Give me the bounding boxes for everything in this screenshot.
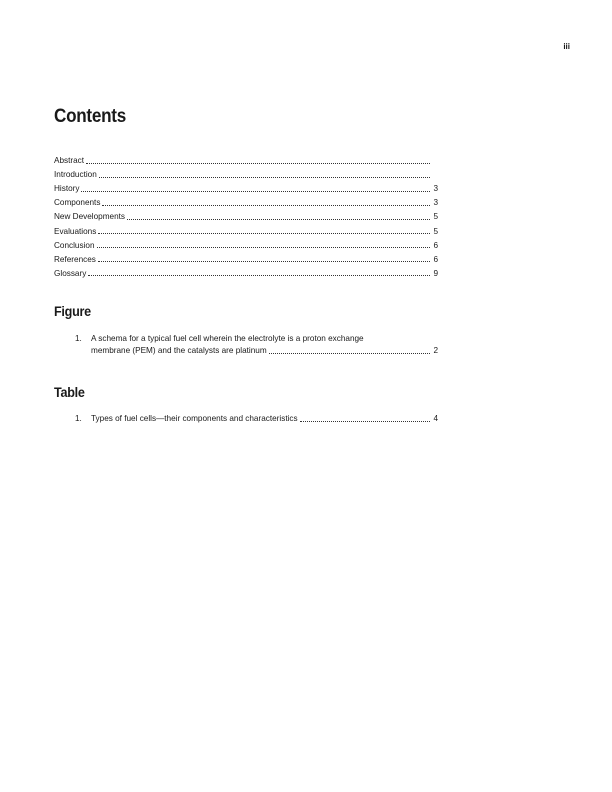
figure-heading: Figure	[54, 303, 91, 319]
toc-entry-title: New Developments	[54, 212, 125, 222]
dot-leader	[127, 219, 430, 220]
dot-leader	[98, 261, 430, 262]
table-entry-title: Types of fuel cells—their components and characteristics	[91, 414, 298, 423]
toc-entry-history[interactable]	[54, 180, 438, 194]
figure-entry-number: 1.	[75, 334, 82, 343]
toc-entry-new-developments[interactable]	[54, 208, 438, 222]
table-entry-page: 4	[433, 414, 438, 423]
dot-leader	[99, 177, 430, 178]
toc-entry-title: Glossary	[54, 268, 87, 278]
toc-entry-title: Evaluations	[54, 226, 97, 236]
toc-entry-glossary[interactable]	[54, 265, 438, 279]
contents-list	[54, 152, 438, 279]
dot-leader	[98, 233, 430, 234]
dot-leader	[269, 353, 430, 354]
dot-leader	[81, 191, 430, 192]
dot-leader	[88, 275, 430, 276]
dot-leader	[86, 163, 430, 164]
toc-entry-components[interactable]	[54, 194, 438, 208]
toc-entry-page: 3	[433, 184, 438, 194]
table-entry[interactable]	[54, 413, 438, 425]
toc-entry-page: 3	[433, 198, 438, 208]
toc-entry-title: Conclusion	[54, 240, 95, 250]
toc-entry-page: 5	[433, 226, 438, 236]
contents-heading: Contents	[54, 106, 126, 127]
toc-entry-title: History	[54, 184, 80, 194]
dot-leader	[97, 247, 430, 248]
figure-entry-page: 2	[433, 345, 438, 355]
dot-leader	[300, 421, 430, 422]
figure-entry-title-line-2: membrane (PEM) and the catalysts are platinum	[91, 345, 267, 355]
toc-entry-title: References	[54, 254, 96, 264]
toc-entry-page: 5	[433, 212, 438, 222]
table-entry-number: 1.	[75, 414, 82, 423]
toc-entry-evaluations[interactable]	[54, 222, 438, 236]
toc-entry-page: 6	[433, 254, 438, 264]
table-list	[54, 413, 438, 425]
toc-entry-page: 9	[433, 268, 438, 278]
table-heading: Table	[54, 384, 85, 400]
toc-entry-introduction[interactable]	[54, 166, 438, 180]
toc-entry-references[interactable]	[54, 251, 438, 265]
toc-entry-page: 6	[433, 240, 438, 250]
toc-entry-abstract[interactable]	[54, 152, 438, 166]
toc-entry-title: Components	[54, 198, 101, 208]
page-number: iii	[563, 42, 570, 51]
toc-entry-title: Abstract	[54, 156, 85, 166]
figure-entry-title-line-1: A schema for a typical fuel cell wherein the electrolyte is a proton exchange	[91, 334, 364, 343]
toc-entry-conclusion[interactable]	[54, 237, 438, 251]
toc-entry-title: Introduction	[54, 170, 97, 180]
figure-list	[54, 333, 438, 356]
dot-leader	[102, 205, 430, 206]
figure-entry[interactable]	[54, 333, 438, 356]
